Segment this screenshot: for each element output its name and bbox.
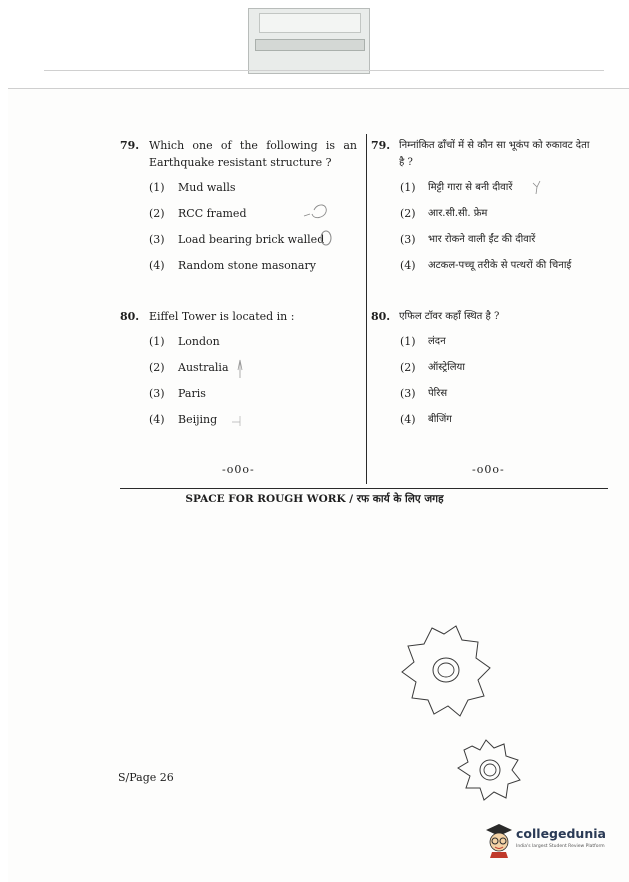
q80-opt1-text-hi[interactable]: लंदन [428, 336, 446, 347]
q79-text-line2-hi: है ? [399, 157, 413, 168]
collegedunia-watermark [484, 822, 604, 858]
q79-opt2-text-en[interactable]: RCC framed [178, 207, 247, 220]
q80-opt3-num-hi: (3) [400, 387, 416, 400]
q80-text-en: Eiffel Tower is located in : [149, 310, 295, 323]
q80-opt4-num-hi: (4) [400, 413, 416, 426]
q80-opt4-text-en[interactable]: Beijing [178, 413, 218, 426]
q79-opt2-text-hi[interactable]: आर.सी.सी. फ्रेम [428, 208, 488, 219]
q80-number-en: 80. [120, 310, 140, 323]
watermark-brand: collegedunia [516, 826, 606, 841]
graduate-mascot-icon [484, 822, 514, 858]
pencil-ticks-en [228, 356, 254, 436]
page-number: S/Page 26 [118, 771, 174, 784]
q79-opt3-num-en: (3) [149, 233, 165, 246]
q79-opt4-text-hi[interactable]: अटकल-पच्चू तरीके से पत्थरों की चिनाई [428, 260, 572, 271]
q79-opt1-text-hi[interactable]: मिट्टी गारा से बनी दीवारें [428, 182, 513, 193]
q79-opt1-text-en[interactable]: Mud walls [178, 181, 236, 194]
q80-opt3-text-en[interactable]: Paris [178, 387, 206, 400]
end-mark-hi: -o0o- [472, 463, 505, 476]
q79-opt3-text-hi[interactable]: भार रोकने वाली ईंट की दीवारें [428, 234, 536, 245]
rough-work-heading: SPACE FOR ROUGH WORK / रफ कार्य के लिए जगह [185, 493, 444, 505]
q80-number-hi: 80. [371, 310, 391, 323]
watermark-tagline: India's largest Student Review Platform [516, 844, 605, 849]
q79-opt2-num-hi: (2) [400, 207, 416, 220]
q79-text-line2-en: Earthquake resistant structure ? [149, 156, 332, 169]
q79-opt4-text-en[interactable]: Random stone masonary [178, 259, 316, 272]
q80-opt3-num-en: (3) [149, 387, 165, 400]
q80-opt4-text-hi[interactable]: बीजिंग [428, 414, 452, 425]
end-mark-en: -o0o- [222, 463, 255, 476]
q80-opt3-text-hi[interactable]: पेरिस [428, 388, 448, 399]
q79-text-line1-hi: निम्नांकित ढाँचों में से कौन सा भूकंप को रुकावट देता [399, 140, 590, 151]
rough-work-rule [120, 488, 608, 489]
q80-opt2-text-en[interactable]: Australia [178, 361, 229, 374]
q79-number-hi: 79. [371, 139, 391, 152]
q80-opt1-num-hi: (1) [400, 335, 416, 348]
q79-number-en: 79. [120, 139, 140, 152]
gear-doodle-large-icon [392, 620, 504, 724]
q79-opt4-num-en: (4) [149, 259, 165, 272]
pencil-marks-en [300, 198, 340, 258]
q79-opt2-num-en: (2) [149, 207, 165, 220]
q79-opt3-text-en[interactable]: Load bearing brick walled [178, 233, 325, 246]
q80-opt2-num-en: (2) [149, 361, 165, 374]
q79-text-line1-en: Which one of the following is an [149, 139, 357, 152]
gear-doodle-small-icon [450, 736, 528, 806]
q79-opt3-num-hi: (3) [400, 233, 416, 246]
q80-opt1-text-en[interactable]: London [178, 335, 220, 348]
q79-opt1-num-hi: (1) [400, 181, 416, 194]
pencil-tick-hi [530, 178, 544, 196]
q79-opt1-num-en: (1) [149, 181, 165, 194]
q79-opt4-num-hi: (4) [400, 259, 416, 272]
q80-opt4-num-en: (4) [149, 413, 165, 426]
q80-opt2-text-hi[interactable]: ऑस्ट्रेलिया [428, 362, 465, 373]
q80-opt1-num-en: (1) [149, 335, 165, 348]
q80-opt2-num-hi: (2) [400, 361, 416, 374]
q80-text-hi: एफिल टॉवर कहाँ स्थित है ? [399, 311, 500, 322]
